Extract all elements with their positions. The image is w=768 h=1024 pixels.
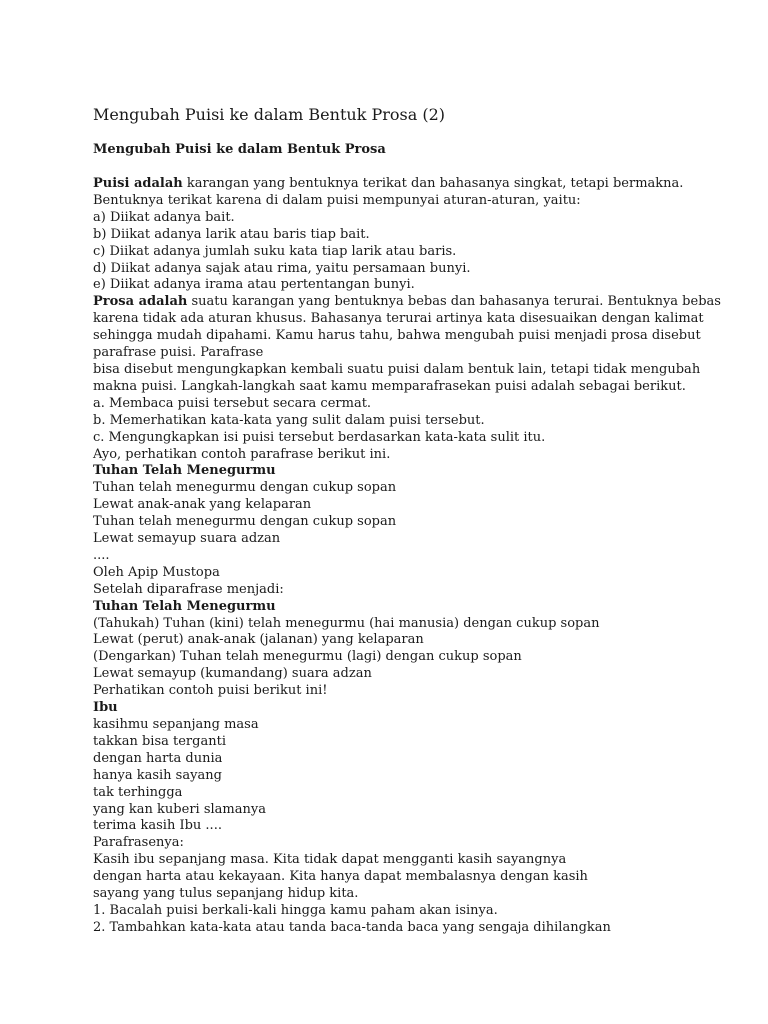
paraphrase1-line: Lewat (perut) anak-anak (jalanan) yang kelaparan bbox=[93, 632, 424, 648]
page-title: Mengubah Puisi ke dalam Bentuk Prosa (2) bbox=[93, 105, 446, 124]
prosa-text-4: parafrase puisi. Parafrase bbox=[93, 345, 264, 361]
puisi-definition-text: karangan yang bentuknya terikat dan bahasanya singkat, tetapi bermakna. bbox=[182, 176, 684, 191]
example-intro: Ayo, perhatikan contoh parafrase berikut ini. bbox=[93, 446, 391, 462]
poem1-title: Tuhan Telah Menegurmu bbox=[93, 463, 276, 479]
poem2-line: kasihmu sepanjang masa bbox=[93, 717, 259, 732]
poem1-line: .... bbox=[93, 547, 110, 563]
section-heading: Mengubah Puisi ke dalam Bentuk Prosa bbox=[93, 142, 386, 157]
poem2-line: tak terhingga bbox=[93, 784, 183, 800]
paraphrase1-title: Tuhan Telah Menegurmu bbox=[93, 598, 276, 614]
puisi-definition bbox=[93, 176, 684, 193]
poem1-author: Oleh Apip Mustopa bbox=[93, 564, 220, 580]
poem2-line: terima kasih Ibu .... bbox=[93, 818, 222, 834]
prosa-definition bbox=[93, 294, 721, 311]
prosa-text-5: bisa disebut mengungkapkan kembali suatu puisi dalam bentuk lain, tetapi tidak mengubah bbox=[93, 361, 701, 377]
poem2-title: Ibu bbox=[93, 700, 118, 716]
poem1-line: Tuhan telah menegurmu dengan cukup sopan bbox=[93, 514, 397, 530]
puisi-rule: d) Diikat adanya sajak atau rima, yaitu persamaan bunyi. bbox=[93, 260, 471, 276]
puisi-rule: e) Diikat adanya irama atau pertentangan bunyi. bbox=[93, 277, 415, 293]
puisi-term: Puisi adalah bbox=[93, 176, 183, 191]
paraphrase1-line: (Dengarkan) Tuhan telah menegurmu (lagi) dengan cukup sopan bbox=[93, 649, 522, 665]
paraphrase2-line: sayang yang tulus sepanjang hidup kita. bbox=[93, 886, 359, 902]
paraphrase2-line: dengan harta atau kekayaan. Kita hanya dapat membalasnya dengan kasih bbox=[93, 869, 588, 885]
poem2-line: yang kan kuberi slamanya bbox=[93, 801, 266, 817]
prosa-text-1: suatu karangan yang bentuknya bebas dan bahasanya terurai. Bentuknya bebas bbox=[187, 294, 721, 310]
prosa-step: a. Membaca puisi tersebut secara cermat. bbox=[93, 395, 372, 411]
prosa-text-3: sehingga mudah dipahami. Kamu harus tahu, bahwa mengubah puisi menjadi prosa disebut bbox=[93, 328, 701, 344]
puisi-rule: b) Diikat adanya larik atau baris tiap bait. bbox=[93, 226, 370, 242]
poem1-line: Lewat semayup suara adzan bbox=[93, 531, 281, 547]
prosa-step: b. Memerhatikan kata-kata yang sulit dalam puisi tersebut. bbox=[93, 412, 485, 428]
tip-item: 2. Tambahkan kata-kata atau tanda baca-tanda baca yang sengaja dihilangkan bbox=[93, 919, 611, 935]
prosa-term: Prosa adalah bbox=[93, 294, 188, 310]
tip-item: 1. Bacalah puisi berkali-kali hingga kamu paham akan isinya. bbox=[93, 902, 498, 918]
poem1-line: Tuhan telah menegurmu dengan cukup sopan bbox=[93, 480, 397, 496]
puisi-reason: Bentuknya terikat karena di dalam puisi mempunyai aturan-aturan, yaitu: bbox=[93, 192, 581, 208]
poem2-line: takkan bisa terganti bbox=[93, 733, 226, 749]
paraphrase1-intro: Setelah diparafrase menjadi: bbox=[93, 581, 284, 597]
prosa-text-2: karena tidak ada aturan khusus. Bahasanya terurai artinya kata disesuaikan dengan kalimat bbox=[93, 311, 704, 327]
paraphrase1-line: Lewat semayup (kumandang) suara adzan bbox=[93, 666, 372, 682]
poem1-line: Lewat anak-anak yang kelaparan bbox=[93, 497, 312, 513]
puisi-rule: c) Diikat adanya jumlah suku kata tiap larik atau baris. bbox=[93, 243, 457, 259]
paraphrase2-line: Kasih ibu sepanjang masa. Kita tidak dapat mengganti kasih sayangnya bbox=[93, 852, 567, 868]
prosa-step: c. Mengungkapkan isi puisi tersebut berdasarkan kata-kata sulit itu. bbox=[93, 429, 546, 445]
puisi-rule: a) Diikat adanya bait. bbox=[93, 209, 235, 225]
paraphrase2-intro: Parafrasenya: bbox=[93, 835, 184, 851]
document-page bbox=[93, 104, 721, 937]
poem2-intro: Perhatikan contoh puisi berikut ini! bbox=[93, 683, 328, 699]
poem2-line: dengan harta dunia bbox=[93, 750, 223, 766]
document-body bbox=[93, 176, 721, 937]
prosa-text-6: makna puisi. Langkah-langkah saat kamu memparafrasekan puisi adalah sebagai berikut. bbox=[93, 378, 686, 394]
paraphrase1-line: (Tahukah) Tuhan (kini) telah menegurmu (hai manusia) dengan cukup sopan bbox=[93, 615, 600, 631]
poem2-line: hanya kasih sayang bbox=[93, 767, 222, 783]
